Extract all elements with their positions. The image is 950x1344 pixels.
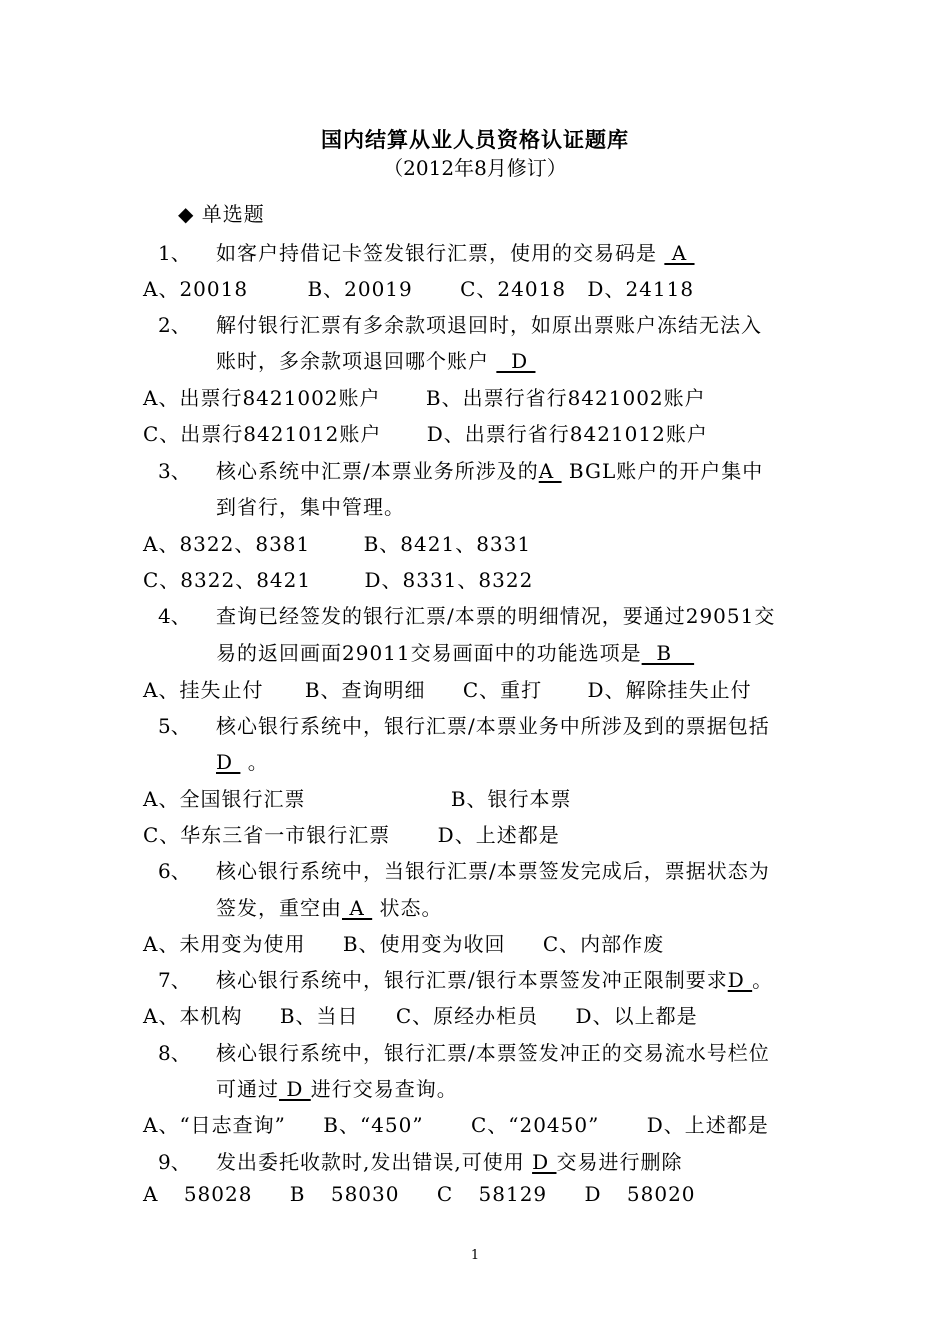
option: C、“20450”	[470, 1113, 600, 1137]
option: A、未用变为使用	[143, 932, 306, 956]
option-row	[143, 418, 708, 447]
question-number: 8、	[158, 1041, 191, 1065]
option: C、8322、8421	[143, 568, 312, 592]
question-text-continued: 账时，多余款项退回哪个账户 D	[216, 349, 536, 373]
question-text: 核心银行系统中，当银行汇票/本票签发完成后，票据状态为	[216, 859, 770, 883]
document-subtitle: （2012年8月修订）	[383, 156, 567, 180]
option: D、解除挂失止付	[587, 678, 752, 702]
answer-blank: D	[532, 1150, 557, 1174]
option: A、8322、8381	[143, 532, 311, 556]
page-number: 1	[470, 1248, 480, 1263]
question-text: 核心系统中汇票/本票业务所涉及的A BGL账户的开户集中	[216, 459, 764, 483]
question-text-continued: 到省行，集中管理。	[216, 495, 405, 519]
option: D、出票行省行8421012账户	[426, 422, 708, 446]
option: B、出票行省行8421002账户	[425, 386, 706, 410]
option: A、20018	[143, 277, 249, 301]
option: B、“450”	[323, 1113, 424, 1137]
option-letter: A	[143, 1182, 159, 1206]
option-row	[143, 528, 531, 557]
option: A、“日志查询”	[143, 1113, 286, 1137]
option: A、出票行8421002账户	[143, 386, 381, 410]
option-letter: C	[436, 1182, 454, 1206]
option: D、上述都是	[646, 1113, 769, 1137]
option-row	[143, 1109, 769, 1138]
answer-blank: D	[727, 968, 753, 992]
option: C、原经办柜员	[395, 1004, 539, 1028]
option: C、重打	[462, 678, 543, 702]
question-number: 2、	[158, 313, 191, 337]
question-number: 6、	[158, 859, 191, 883]
answer-blank: A	[664, 241, 695, 265]
option-value: 58020	[626, 1182, 696, 1206]
question-text-continued: 签发，重空由 A 状态。	[216, 896, 443, 920]
option-row	[143, 1182, 696, 1206]
question-number: 7、	[158, 968, 191, 992]
option: A、本机构	[143, 1004, 243, 1028]
option: D、24118	[587, 277, 695, 301]
option: B、当日	[279, 1004, 359, 1028]
question-number: 9、	[158, 1150, 191, 1174]
option: D、以上都是	[575, 1004, 698, 1028]
option-row	[143, 564, 533, 593]
option-row	[143, 1000, 698, 1029]
question-text: 解付银行汇票有多余款项退回时，如原出票账户冻结无法入	[216, 313, 762, 337]
option-value: 58030	[330, 1182, 400, 1206]
option-row	[143, 273, 694, 302]
question-text: 如客户持借记卡签发银行汇票，使用的交易码是 A	[216, 241, 695, 265]
option: A、全国银行汇票	[143, 787, 306, 811]
option-row	[143, 382, 706, 411]
option: B、8421、8331	[363, 532, 532, 556]
question-number: 4、	[158, 604, 191, 628]
question-text-continued: D 。	[216, 750, 269, 774]
option: D、8331、8322	[364, 568, 534, 592]
option: C、内部作废	[542, 932, 665, 956]
question-text: 核心银行系统中，银行汇票/本票业务中所涉及到的票据包括	[216, 714, 770, 738]
option-row	[143, 674, 752, 703]
question-text-continued: 可通过 D 进行交易查询。	[216, 1077, 458, 1101]
option: C、华东三省一市银行汇票	[143, 823, 391, 847]
question-number: 1、	[158, 241, 191, 265]
question-text-continued: 易的返回画面29011交易画面中的功能选项是 B	[216, 641, 695, 665]
answer-blank: A	[342, 896, 373, 920]
question-text: 核心银行系统中，银行汇票/本票签发冲正的交易流水号栏位	[216, 1041, 770, 1065]
answer-blank: D	[216, 750, 241, 774]
question-text: 发出委托收款时,发出错误,可使用 D 交易进行删除	[216, 1150, 683, 1174]
answer-blank: A	[538, 459, 562, 483]
option: C、24018	[460, 277, 567, 301]
option-letter: B	[289, 1182, 306, 1206]
question-number: 3、	[158, 459, 191, 483]
option-row	[143, 783, 572, 812]
question-text: 核心银行系统中，银行汇票/银行本票签发冲正限制要求D 。	[216, 968, 774, 992]
option-value: 58129	[478, 1182, 548, 1206]
option-row	[143, 819, 560, 848]
option: C、出票行8421012账户	[143, 422, 382, 446]
document-title: 国内结算从业人员资格认证题库	[321, 127, 629, 152]
answer-blank: D	[496, 349, 536, 373]
option: A、挂失止付	[143, 678, 264, 702]
option: D、上述都是	[437, 823, 560, 847]
section-heading: ◆ 单选题	[178, 202, 265, 226]
option: B、使用变为收回	[342, 932, 506, 956]
option-value: 58028	[183, 1182, 253, 1206]
option-letter: D	[584, 1182, 602, 1206]
question-number: 5、	[158, 714, 191, 738]
option-row	[143, 928, 664, 957]
question-text: 查询已经签发的银行汇票/本票的明细情况，要通过29051交	[216, 604, 776, 628]
answer-blank: B	[641, 641, 695, 665]
option: B、查询明细	[304, 678, 426, 702]
answer-blank: D	[279, 1077, 311, 1101]
option: B、20019	[307, 277, 413, 301]
option: B、银行本票	[450, 787, 572, 811]
